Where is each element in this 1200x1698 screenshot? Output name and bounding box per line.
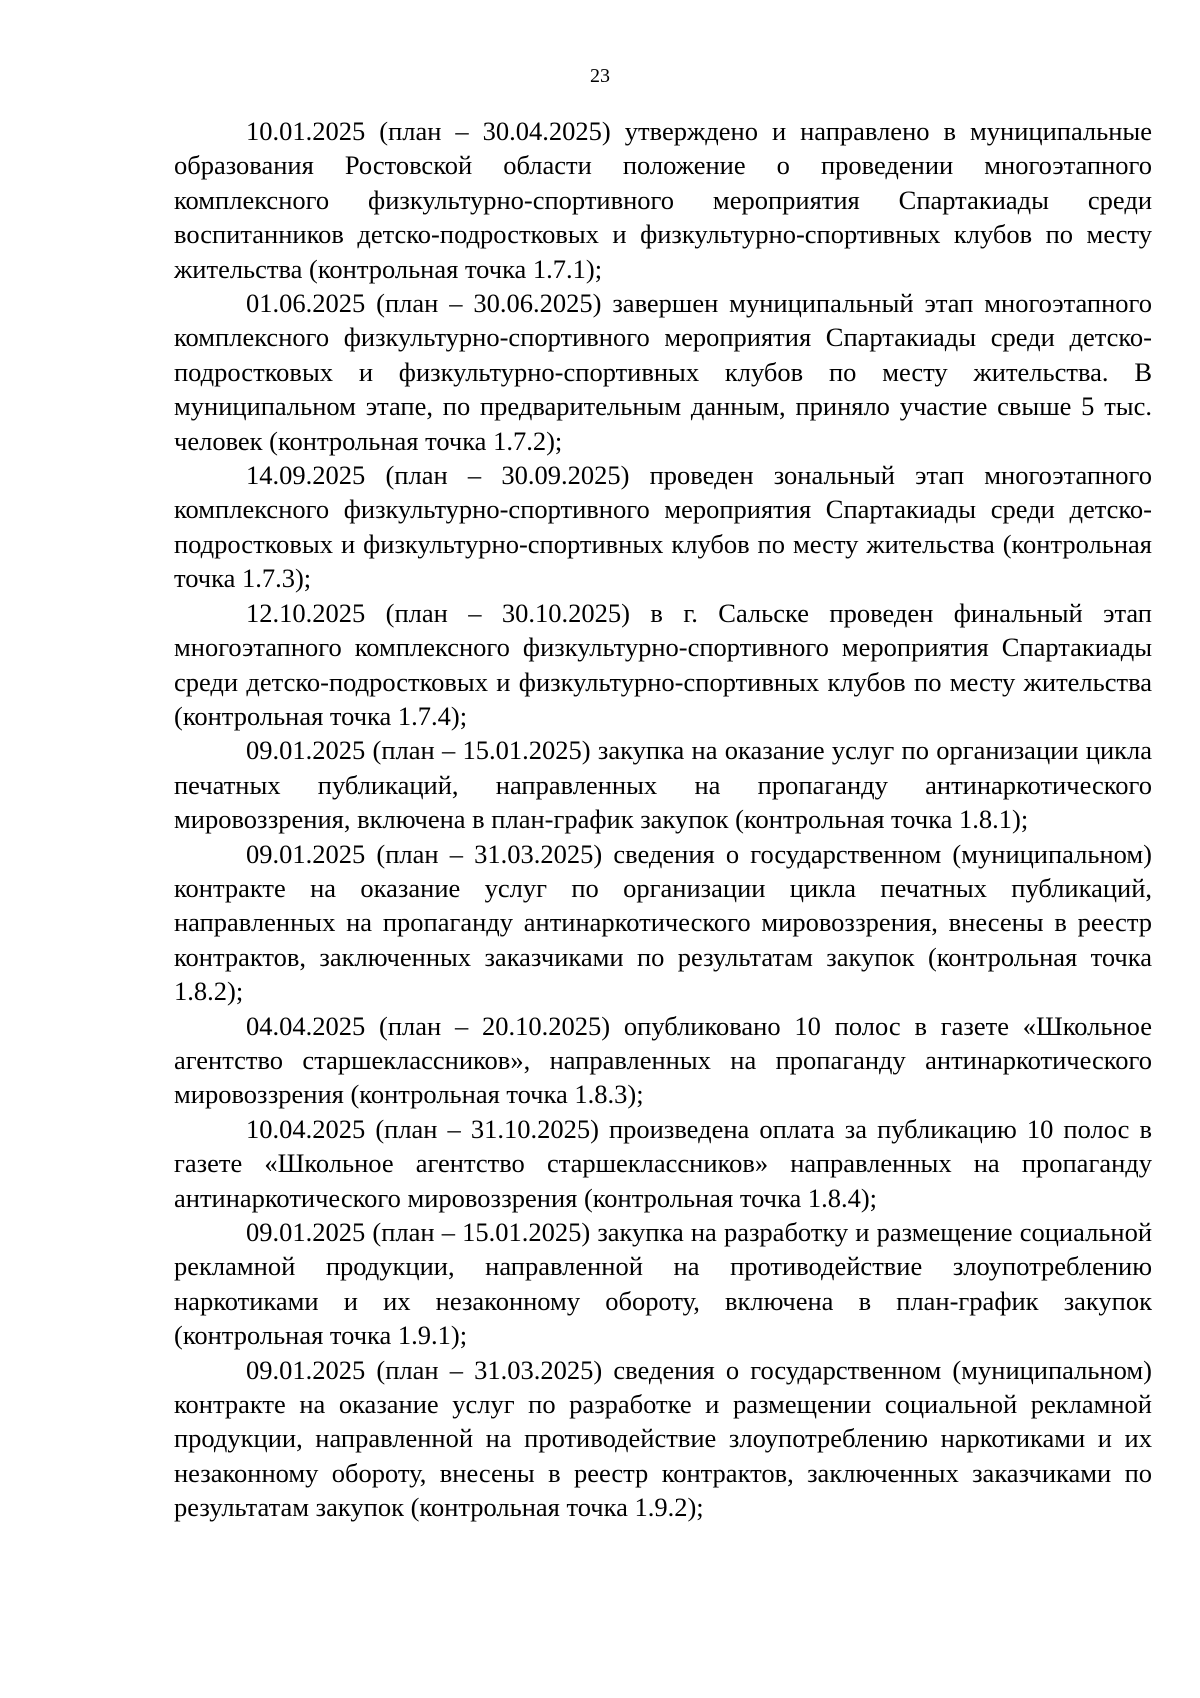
paragraph-checkpoint-1-8-3: 04.04.2025 (план – 20.10.2025) опубликовано 10 полос в газете «Школьное агентство старшеклассников», направленных на пропаганду антинаркотического мировоззрения (контрольная точка 1.8.3); xyxy=(174,1010,1152,1110)
paragraph-checkpoint-1-8-4: 10.04.2025 (план – 31.10.2025) произведена оплата за публикацию 10 полос в газете «Школьное агентство старшеклассников» направленных на пропаганду антинаркотического мировоззрения (контрольная точка 1.8.4); xyxy=(174,1113,1152,1213)
paragraph-checkpoint-1-8-1: 09.01.2025 (план – 15.01.2025) закупка на оказание услуг по организации цикла печатных публикаций, направленных на пропаганду антинаркотического мировоззрения, включена в план-график закупок (контрольная точка 1.8.1); xyxy=(174,735,1152,835)
paragraph-checkpoint-1-7-3: 14.09.2025 (план – 30.09.2025) проведен зональный этап многоэтапного комплексного физкультурно-спортивного мероприятия Спартакиады среди детско-подростковых и физкультурно-спортивных клубов по месту жительства (контрольная точка 1.7.3); xyxy=(174,460,1152,594)
paragraph-checkpoint-1-7-1: 10.01.2025 (план – 30.04.2025) утверждено и направлено в муниципальные образования Ростовской области положение о проведении многоэтапного комплексного физкультурно-спортивного мероприятия Спартакиады среди воспитанников детско-подростковых и физкультурно-спортивных клубов по месту жительства (контрольная точка 1.7.1); xyxy=(174,116,1152,284)
paragraph-checkpoint-1-9-2: 09.01.2025 (план – 31.03.2025) сведения о государственном (муниципальном) контракте на оказание услуг по разработке и размещении социальной рекламной продукции, направленной на противодействие злоупотреблению наркотиками и их незаконному обороту, внесены в реестр контрактов, заключенных заказчиками по результатам закупок (контрольная точка 1.9.2); xyxy=(174,1354,1152,1523)
paragraph-checkpoint-1-9-1: 09.01.2025 (план – 15.01.2025) закупка на разработку и размещение социальной рекламной продукции, направленной на противодействие злоупотреблению наркотиками и их незаконному обороту, включена в план-график закупок (контрольная точка 1.9.1); xyxy=(174,1217,1152,1351)
paragraph-checkpoint-1-8-2: 09.01.2025 (план – 31.03.2025) сведения о государственном (муниципальном) контракте на оказание услуг по организации цикла печатных публикаций, направленных на пропаганду антинаркотического мировоззрения, внесены в реестр контрактов, заключенных заказчиками по результатам закупок (контрольная точка 1.8.2); xyxy=(174,838,1152,1007)
page-number: 23 xyxy=(590,65,610,87)
document-body xyxy=(174,114,1152,1525)
paragraph-checkpoint-1-7-2: 01.06.2025 (план – 30.06.2025) завершен муниципальный этап многоэтапного комплексного физкультурно-спортивного мероприятия Спартакиады среди детско-подростковых и физкультурно-спортивных клубов по месту жительства. В муниципальном этапе, по предварительным данным, приняло участие свыше 5 тыс. человек (контрольная точка 1.7.2); xyxy=(174,288,1152,456)
paragraph-checkpoint-1-7-4: 12.10.2025 (план – 30.10.2025) в г. Сальске проведен финальный этап многоэтапного комплексного физкультурно-спортивного мероприятия Спартакиады среди детско-подростковых и физкультурно-спортивных клубов по месту жительства (контрольная точка 1.7.4); xyxy=(174,597,1152,731)
